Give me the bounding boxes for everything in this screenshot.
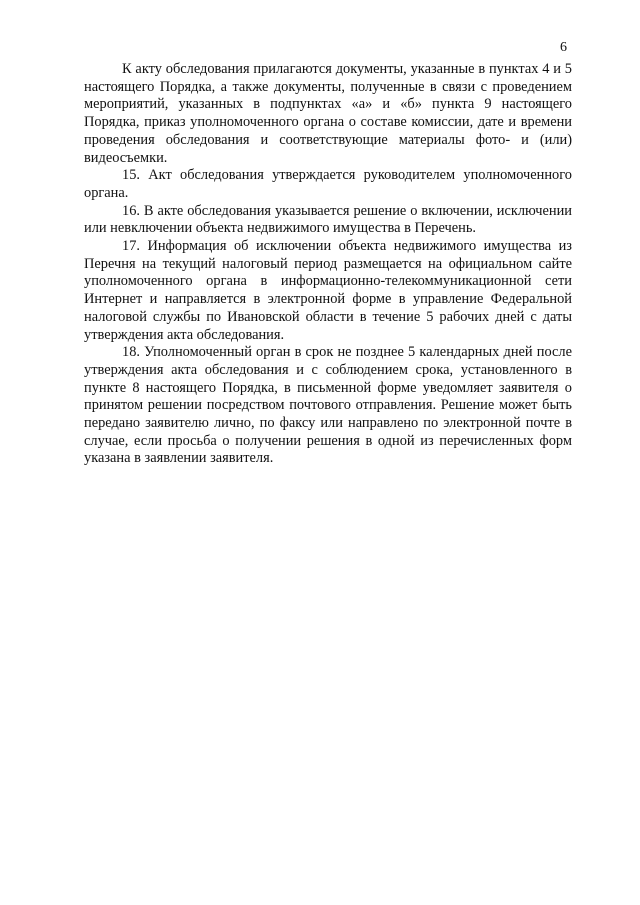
paragraph-16: 16. В акте обследования указывается решение о включении, исключении или невключении объекта недвижимого имущества в Перечень. bbox=[84, 202, 572, 237]
paragraph-15: 15. Акт обследования утверждается руководителем уполномоченного органа. bbox=[84, 167, 572, 201]
page-number: 6 bbox=[560, 40, 567, 55]
paragraph-18: 18. Уполномоченный орган в срок не позднее 5 календарных дней после утверждения акта обследования и с соблюдением срока, установленного в пункте 8 настоящего Порядка, в письменной форме уведомляет заявителя о принятом решении посредством почтового отправления. Решение может быть передано заявителю лично, по факсу или направлено по электронной почте в случае, если просьба о получении решения в одной из перечисленных форм указана в заявлении заявителя. bbox=[84, 344, 572, 467]
document-body bbox=[84, 61, 572, 468]
paragraph-17: 17. Информация об исключении объекта недвижимого имущества из Перечня на текущий налоговый период размещается на официальном сайте уполномоченного органа в информационно-телекоммуникационной сети Интернет и направляется в электронной форме в управление Федеральной налоговой службы по Ивановской области в течение 5 рабочих дней с даты утверждения акта обследования. bbox=[84, 238, 572, 343]
paragraph-attachments: К акту обследования прилагаются документы, указанные в пунктах 4 и 5 настоящего Порядка, а также документы, полученные в связи с проведением мероприятий, указанных в подпунктах «а» и «б» пункта 9 настоящего Порядка, приказ уполномоченного органа о составе комиссии, дате и времени проведения обследования и соответствующие материалы фото- и (или) видеосъемки. bbox=[84, 61, 572, 166]
